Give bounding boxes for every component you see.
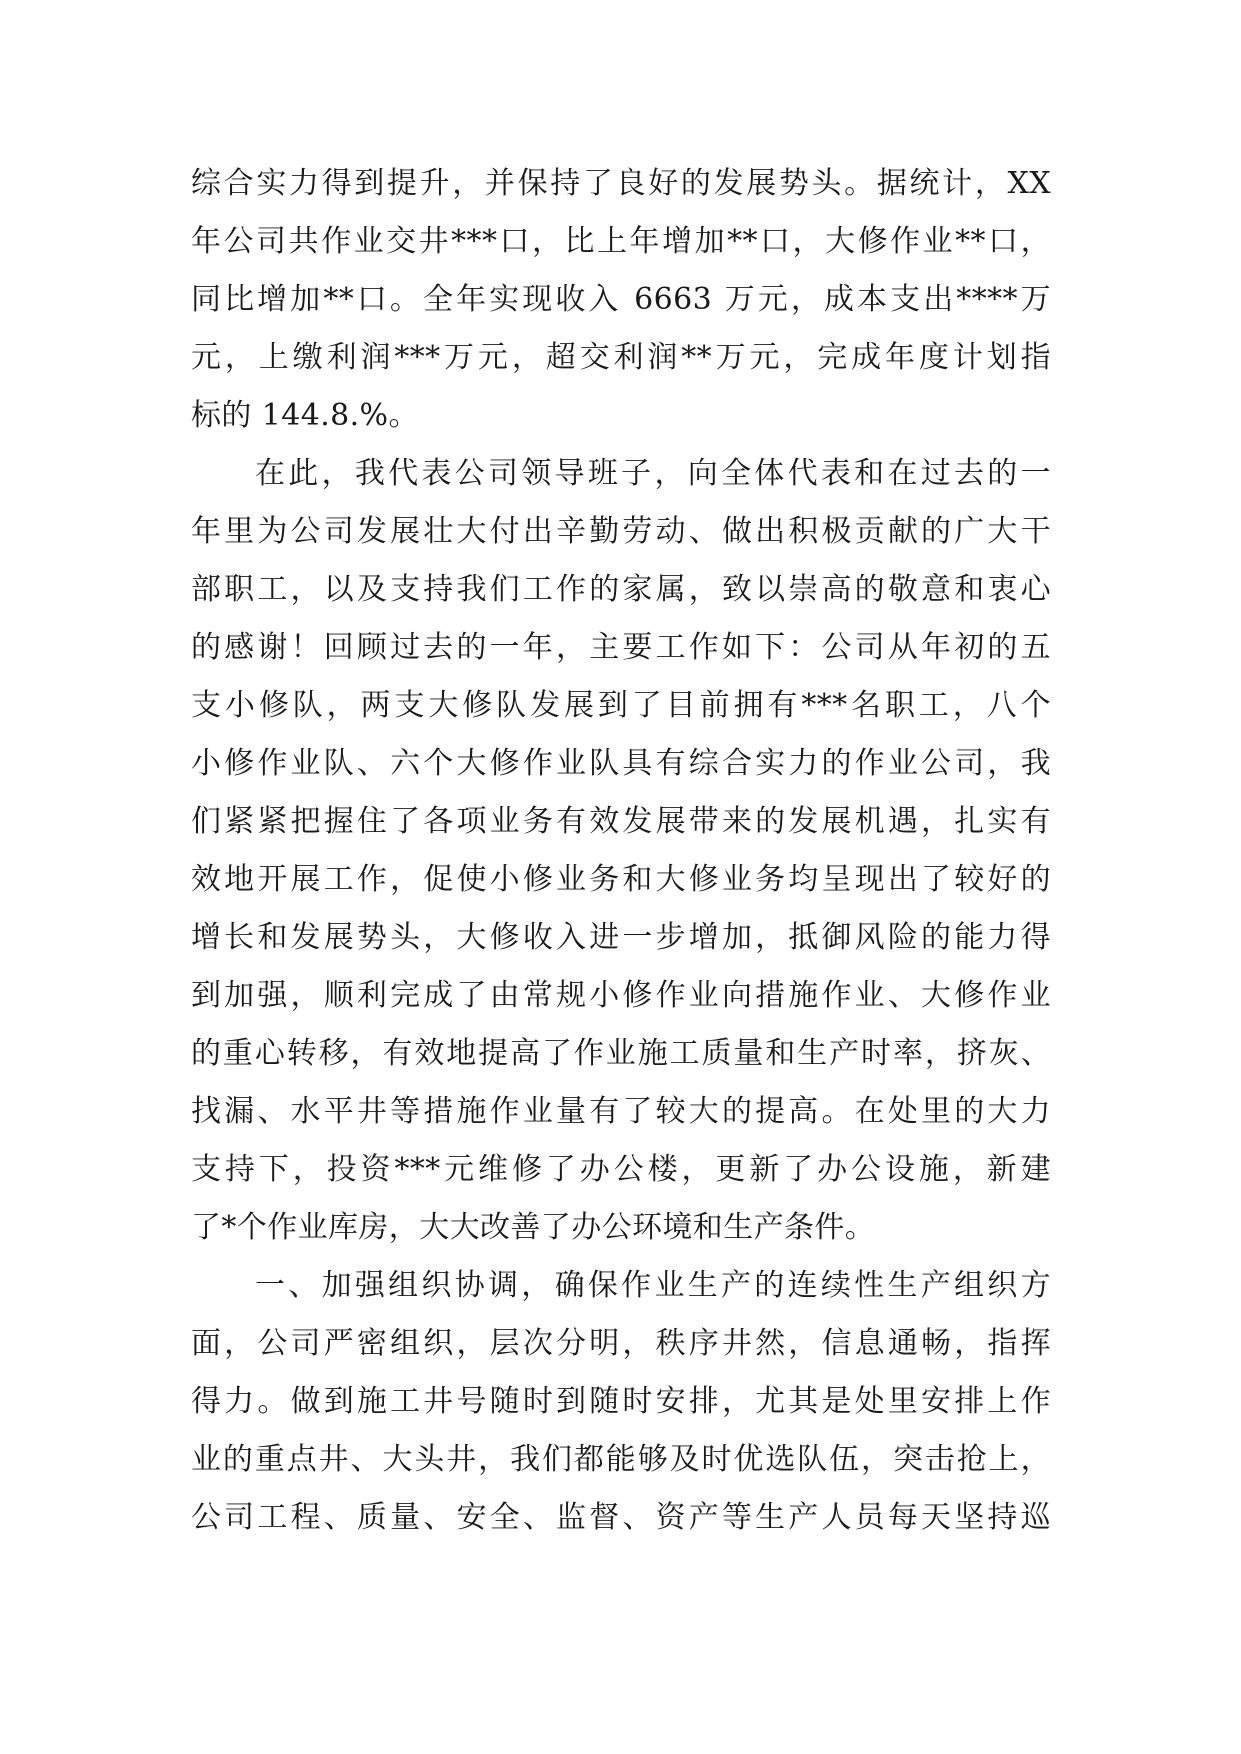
text-line: 年公司共作业交井***口，比上年增加**口，大修作业**口， [191, 224, 1051, 259]
text-line: 业的重点井、大头井，我们都能够及时优选队伍，突击抢上， [191, 1442, 1051, 1477]
text-line: 元，上缴利润***万元，超交利润**万元，完成年度计划指 [191, 340, 1051, 375]
text-line: 支持下，投资***元维修了办公楼，更新了办公设施，新建 [191, 1152, 1051, 1187]
text-line: 支小修队，两支大修队发展到了目前拥有***名职工，八个 [191, 688, 1051, 723]
text-line: 增长和发展势头，大修收入进一步增加，抵御风险的能力得 [191, 920, 1051, 955]
text-line: 效地开展工作，促使小修业务和大修业务均呈现出了较好的 [191, 862, 1051, 897]
text-line: 标的 144.8.%。 [191, 398, 419, 433]
body-text [191, 155, 1051, 1547]
text-line: 部职工，以及支持我们工作的家属，致以崇高的敬意和衷心 [191, 572, 1051, 607]
text-line: 找漏、水平井等措施作业量有了较大的提高。在处里的大力 [191, 1094, 1051, 1129]
text-line: 到加强，顺利完成了由常规小修作业向措施作业、大修作业 [191, 978, 1051, 1013]
text-line: 得力。做到施工井号随时到随时安排，尤其是处里安排上作 [191, 1384, 1051, 1419]
text-line: 同比增加**口。全年实现收入 6663 万元，成本支出****万 [191, 282, 1051, 317]
text-line: 综合实力得到提升，并保持了良好的发展势头。据统计，XX [191, 166, 1051, 201]
text-line: 的重心转移，有效地提高了作业施工质量和生产时率，挤灰、 [191, 1036, 1051, 1071]
text-line: 年里为公司发展壮大付出辛勤劳动、做出积极贡献的广大干 [191, 514, 1051, 549]
paragraph-start-line: 一、加强组织协调，确保作业生产的连续性生产组织方 [255, 1268, 1051, 1303]
text-line: 了*个作业库房，大大改善了办公环境和生产条件。 [191, 1210, 876, 1245]
paragraph-start-line: 在此，我代表公司领导班子，向全体代表和在过去的一 [255, 456, 1051, 491]
text-line: 公司工程、质量、安全、监督、资产等生产人员每天坚持巡 [191, 1500, 1051, 1535]
text-line: 的感谢！回顾过去的一年，主要工作如下：公司从年初的五 [191, 630, 1051, 665]
text-line: 面，公司严密组织，层次分明，秩序井然，信息通畅，指挥 [191, 1326, 1051, 1361]
text-line: 小修作业队、六个大修作业队具有综合实力的作业公司，我 [191, 746, 1051, 781]
text-line: 们紧紧把握住了各项业务有效发展带来的发展机遇，扎实有 [191, 804, 1051, 839]
